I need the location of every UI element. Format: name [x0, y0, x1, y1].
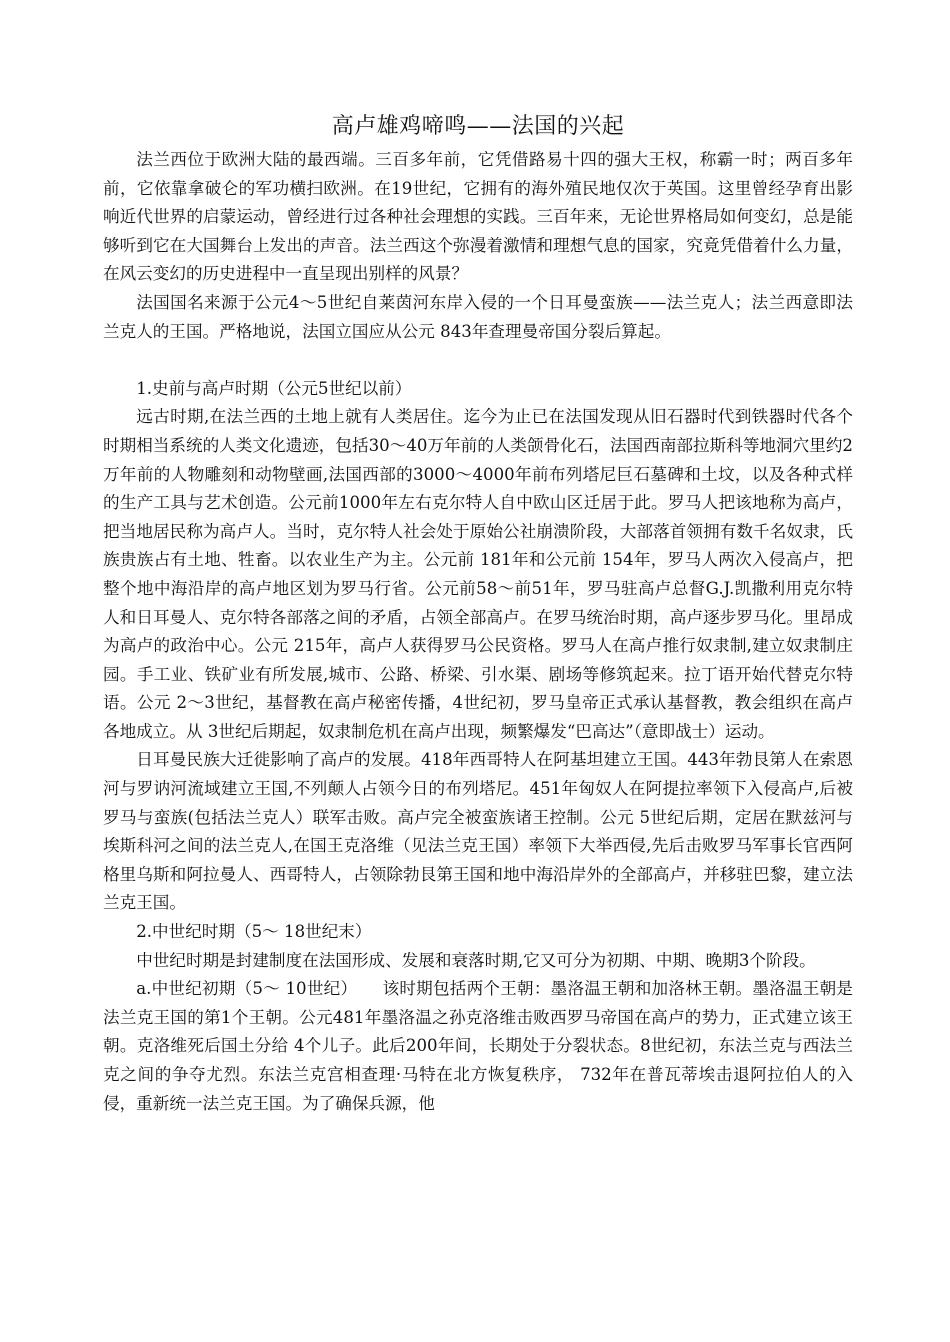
- intro-paragraph-2: 法国国名来源于公元4～5世纪自莱茵河东岸入侵的一个日耳曼蛮族——法兰克人；法兰西意即法兰克人的王国。严格地说，法国立国应从公元 843年查理曼帝国分裂后算起。: [103, 292, 853, 341]
- section-1-paragraph-1: 远古时期,在法兰西的土地上就有人类居住。迄今为止已在法国发现从旧石器时代到铁器时代各个时期相当系统的人类文化遗迹，包括30～40万年前的人类颌骨化石，法国西南部拉斯科等地洞穴里约2万年前的人物雕刻和动物壁画,法国西部的3000～4000年前布列塔尼巨石墓碑和土坟，以及各种式样的生产工具与艺术创造。公元前1000年左右克尔特人自中欧山区迁居于此。罗马人把该地称为高卢，把当地居民称为高卢人。当时，克尔特人社会处于原始公社崩溃阶段，大部落首领拥有数千名奴隶，氏族贵族占有土地、牲畜。以农业生产为主。公元前 181年和公元前 154年，罗马人两次入侵高卢，把整个地中海沿岸的高卢地区划为罗马行省。公元前58～前51年，罗马驻高卢总督G.J.凯撒利用克尔特人和日耳曼人、克尔特各部落之间的矛盾，占领全部高卢。在罗马统治时期，高卢逐步罗马化。里昂成为高卢的政治中心。公元 215年，高卢人获得罗马公民资格。罗马人在高卢推行奴隶制,建立奴隶制庄园。手工业、铁矿业有所发展,城市、公路、桥梁、引水渠、剧场等修筑起来。拉丁语开始代替克尔特语。公元 2～3世纪，基督教在高卢秘密传播，4世纪初，罗马皇帝正式承认基督教，教会组织在高卢各地成立。从 3世纪后期起，奴隶制危机在高卢出现，频繁爆发“巴高达”（意即战士）运动。: [103, 407, 853, 741]
- document-page: [103, 112, 853, 1118]
- section-2-heading: 2.中世纪时期（5～ 18世纪末）: [136, 922, 372, 942]
- section-1-heading: 1.史前与高卢时期（公元5世纪以前）: [136, 378, 412, 398]
- section-2-paragraph-1: 中世纪时期是封建制度在法国形成、发展和衰落时期,它又可分为初期、中期、晚期3个阶段。: [136, 950, 816, 970]
- section-2-paragraph-2: a.中世纪初期（5～ 10世纪） 该时期包括两个王朝：墨洛温王朝和加洛林王朝。墨洛温王朝是法兰克王国的第1个王朝。公元481年墨洛温之孙克洛维击败西罗马帝国在高卢的势力，正式建立该王朝。克洛维死后国土分给 4个儿子。此后200年间，长期处于分裂状态。8世纪初，东法兰克与西法兰克之间的争夺尤烈。东法兰克宫相查理·马特在北方恢复秩序， 732年在普瓦蒂埃击退阿拉伯人的入侵，重新统一法兰克王国。为了确保兵源，他: [103, 979, 853, 1113]
- section-1-paragraph-2: 日耳曼民族大迁徙影响了高卢的发展。418年西哥特人在阿基坦建立王国。443年勃艮第人在索恩河与罗讷河流域建立王国,不列颠人占领今日的布列塔尼。451年匈奴人在阿提拉率领下入侵高卢,后被罗马与蛮族(包括法兰克人）联军击败。高卢完全被蛮族诸王控制。公元 5世纪后期，定居在默兹河与埃斯科河之间的法兰克人,在国王克洛维（见法兰克王国）率领下大举西侵,先后击败罗马军事长官西阿格里乌斯和阿拉曼人、西哥特人，占领除勃艮第王国和地中海沿岸外的全部高卢，并移驻巴黎，建立法兰克王国。: [103, 750, 853, 913]
- blank-line: [103, 346, 853, 375]
- intro-paragraph-1: 法兰西位于欧洲大陆的最西端。三百多年前，它凭借路易十四的强大王权，称霸一时；两百多年前，它依靠拿破仑的军功横扫欧洲。在19世纪，它拥有的海外殖民地仅次于英国。这里曾经孕育出影响近代世界的启蒙运动，曾经进行过各种社会理想的实践。三百年来，无论世界格局如何变幻，总是能够听到它在大国舞台上发出的声音。法兰西这个弥漫着激情和理想气息的国家，究竟凭借着什么力量，在风云变幻的历史进程中一直呈现出别样的风景？: [103, 150, 853, 284]
- document-title: 高卢雄鸡啼鸣——法国的兴起: [331, 114, 625, 139]
